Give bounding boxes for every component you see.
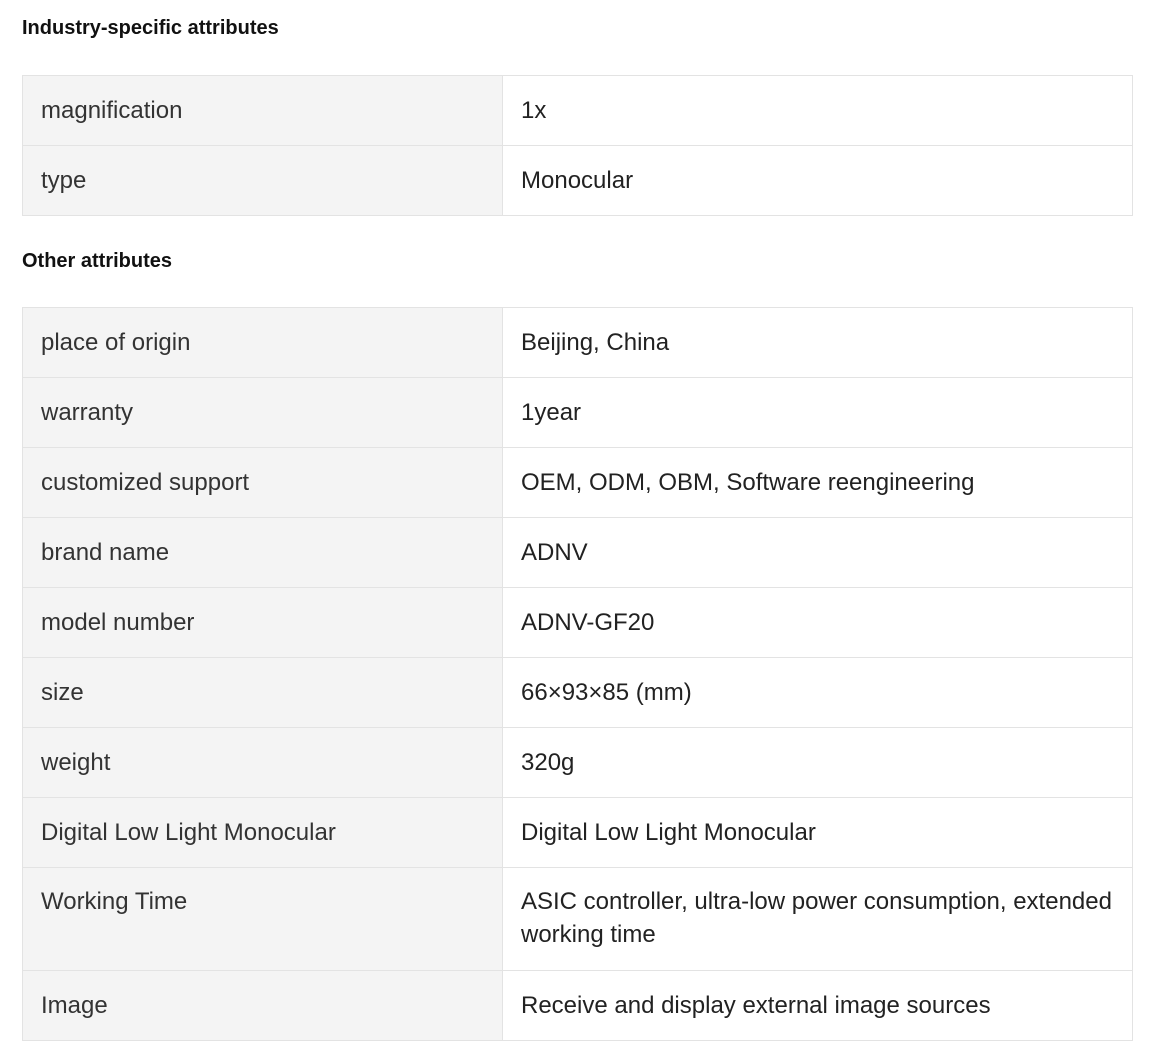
table-row <box>23 868 1133 971</box>
attribute-key: brand name <box>23 518 503 588</box>
attribute-value: 66×93×85 (mm) <box>503 658 1133 728</box>
attribute-key: weight <box>23 728 503 798</box>
attribute-key: type <box>23 146 503 216</box>
table-row <box>23 971 1133 1041</box>
table-row <box>23 588 1133 658</box>
attribute-value: Digital Low Light Monocular <box>503 798 1133 868</box>
attribute-value: ADNV-GF20 <box>503 588 1133 658</box>
table-row <box>23 378 1133 448</box>
table-row <box>23 658 1133 728</box>
table-row <box>23 146 1133 216</box>
attribute-key: Image <box>23 971 503 1041</box>
attribute-key: size <box>23 658 503 728</box>
section-title-other-attributes: Other attributes <box>22 250 173 272</box>
attribute-key: Working Time <box>23 868 503 971</box>
table-row <box>23 798 1133 868</box>
attribute-value: Monocular <box>503 146 1133 216</box>
attribute-value: 1x <box>503 76 1133 146</box>
attribute-key: Digital Low Light Monocular <box>23 798 503 868</box>
table-row <box>23 448 1133 518</box>
attribute-key: customized support <box>23 448 503 518</box>
attribute-value: Beijing, China <box>503 308 1133 378</box>
section-title-industry-attributes: Industry-specific attributes <box>22 17 279 39</box>
table-row <box>23 518 1133 588</box>
attribute-key: place of origin <box>23 308 503 378</box>
attribute-value: 320g <box>503 728 1133 798</box>
attribute-value: Receive and display external image sources <box>503 971 1133 1041</box>
attribute-value: OEM, ODM, OBM, Software reengineering <box>503 448 1133 518</box>
table-row <box>23 308 1133 378</box>
attribute-value: ASIC controller, ultra-low power consumption, extended working time <box>503 868 1133 971</box>
attribute-value: ADNV <box>503 518 1133 588</box>
other-attributes-table <box>22 307 1133 1041</box>
attribute-key: magnification <box>23 76 503 146</box>
table-row <box>23 76 1133 146</box>
attribute-key: warranty <box>23 378 503 448</box>
attribute-key: model number <box>23 588 503 658</box>
industry-attributes-table <box>22 75 1133 216</box>
attribute-value: 1year <box>503 378 1133 448</box>
table-row <box>23 728 1133 798</box>
